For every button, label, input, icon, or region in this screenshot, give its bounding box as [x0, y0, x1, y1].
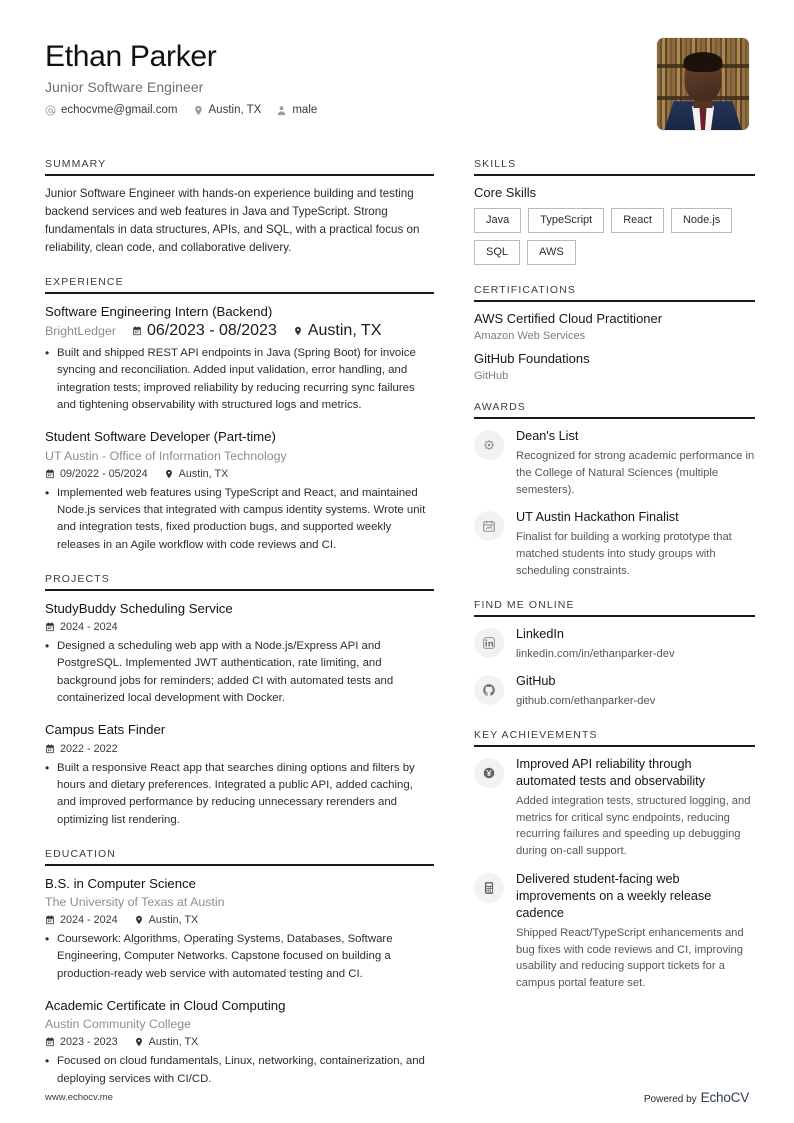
- contact-location-text: Austin, TX: [208, 104, 262, 116]
- experience-bullets: [45, 485, 434, 554]
- project-dates-text: 2022 - 2022: [60, 742, 118, 755]
- contact-gender: [276, 104, 317, 116]
- achievement-description: Added integration tests, structured logging, and metrics for critical sync endpoints, reducing recurring failures and speeding up debugging during on-call support.: [516, 794, 751, 858]
- award-item: [474, 428, 755, 498]
- certification-issuer: Amazon Web Services: [474, 330, 586, 343]
- achievement-description: Shipped React/TypeScript enhancements and bug fixes with code reviews and CI, improving usability and reducing support tickets for a campus portal feature set.: [516, 926, 744, 990]
- certification-item: [474, 351, 755, 382]
- section-title-find-me-online: FIND ME ONLINE: [474, 598, 575, 611]
- section-title-summary: SUMMARY: [45, 158, 107, 170]
- achievement-title: Improved API reliability through automated tests and observability: [516, 757, 706, 788]
- section-title-projects: PROJECTS: [45, 572, 110, 585]
- education-school: The University of Texas at Austin: [45, 895, 225, 910]
- experience-title: Software Engineering Intern (Backend): [45, 303, 273, 319]
- social-url[interactable]: linkedin.com/in/ethanparker-dev: [516, 647, 675, 660]
- project-meta: [45, 621, 434, 633]
- skill-chip: AWS: [527, 240, 576, 265]
- section-awards: [474, 401, 755, 580]
- section-find-me-online: [474, 599, 755, 710]
- social-link-item[interactable]: [474, 626, 755, 663]
- summary-text: Junior Software Engineer with hands-on experience building and testing backend services and web features in Java and TypeScript. Strong fundamentals in data structures, APIs, and SQL, with a practical focus on reliability, clean code, and collaborative delivery.: [45, 187, 420, 254]
- header-text-block: [45, 38, 317, 116]
- achievement-title: Delivered student-facing web improvements on a weekly release cadence: [516, 872, 712, 920]
- contact-gender-text: male: [292, 104, 318, 116]
- education-dates-text: 2023 - 2023: [60, 1036, 118, 1049]
- bullet-item: • Implemented web features using TypeScript and React, and maintained Node.js services that integrated with campus identity systems. Wrote unit and integration tests, fixed production bugs, and supported weekly releases in an Agile workflow with code reviews and CI.: [45, 485, 434, 554]
- section-certifications: [474, 284, 755, 382]
- coin-icon: [474, 758, 504, 788]
- award-description: Finalist for building a working prototype that matched students into study groups with scheduling constraints.: [516, 531, 732, 577]
- award-medal-icon: [474, 430, 504, 460]
- bullet-item: • Coursework: Algorithms, Operating Systems, Databases, Software Engineering, Computer Networks. Capstone focused on building a production-ready web service with automated testing and CI.: [45, 931, 434, 983]
- calendar-icon: [45, 622, 55, 632]
- project-dates: [45, 621, 118, 633]
- calendar-icon: [45, 469, 55, 479]
- project-bullets: [45, 638, 434, 707]
- right-column: [474, 158, 755, 1107]
- calendar-icon: [474, 511, 504, 541]
- section-divider: [45, 589, 434, 591]
- section-title-skills: SKILLS: [474, 158, 517, 170]
- experience-entry: [45, 428, 434, 554]
- calendar-icon: [45, 744, 55, 754]
- award-item: [474, 509, 755, 579]
- social-network-name: LinkedIn: [516, 626, 564, 641]
- section-projects: [45, 573, 434, 829]
- certification-name: AWS Certified Cloud Practitioner: [474, 311, 663, 327]
- contact-email-text: echocvme@gmail.com: [61, 104, 178, 116]
- contact-location: [193, 104, 262, 116]
- skills-chip-list: [474, 208, 755, 265]
- person-icon: [276, 105, 287, 116]
- skill-chip: Java: [474, 208, 521, 233]
- project-entry: [45, 600, 434, 707]
- section-title-awards: AWARDS: [474, 401, 526, 414]
- contact-email[interactable]: [45, 104, 178, 116]
- section-skills: [474, 158, 755, 265]
- section-title-key-achievements: KEY ACHIEVEMENTS: [474, 729, 598, 742]
- award-body: [516, 428, 755, 498]
- location-pin-icon: [134, 915, 144, 925]
- left-column: [45, 158, 434, 1107]
- education-location-text: Austin, TX: [148, 1036, 199, 1049]
- education-degree: Academic Certificate in Cloud Computing: [45, 998, 286, 1014]
- experience-location-text: Austin, TX: [178, 467, 229, 480]
- email-at-icon: [45, 105, 56, 116]
- section-divider: [45, 292, 434, 294]
- skill-chip: Node.js: [671, 208, 732, 233]
- experience-meta: [45, 322, 434, 340]
- section-title-certifications: CERTIFICATIONS: [474, 284, 576, 297]
- section-education: [45, 848, 434, 1088]
- section-divider: [45, 174, 434, 176]
- powered-by-label: Powered by: [643, 1094, 697, 1105]
- footer-website[interactable]: www.echocv.me: [45, 1092, 113, 1103]
- calendar-icon: [45, 915, 55, 925]
- project-entry: [45, 721, 434, 828]
- calendar-icon: [132, 326, 142, 336]
- education-dates: [45, 914, 118, 926]
- education-entry: [45, 875, 434, 983]
- experience-dates-text: 06/2023 - 08/2023: [146, 322, 277, 340]
- section-divider: [474, 300, 755, 302]
- location-pin-icon: [193, 105, 204, 116]
- experience-location: [164, 468, 229, 480]
- social-url[interactable]: github.com/ethanparker-dev: [516, 695, 656, 708]
- experience-location-text: Austin, TX: [307, 322, 382, 340]
- skill-chip: TypeScript: [528, 208, 604, 233]
- education-school: Austin Community College: [45, 1017, 191, 1032]
- skill-chip: SQL: [474, 240, 520, 265]
- education-location-text: Austin, TX: [148, 914, 199, 927]
- bullet-item: • Focused on cloud fundamentals, Linux, networking, containerization, and deploying services with CI/CD.: [45, 1053, 434, 1088]
- github-icon: [474, 675, 504, 705]
- project-dates: [45, 743, 118, 755]
- education-meta: [45, 914, 434, 926]
- experience-organization: UT Austin - Office of Information Technology: [45, 448, 287, 463]
- experience-dates: [45, 468, 148, 480]
- social-link-body: [516, 626, 755, 663]
- certification-issuer: GitHub: [474, 370, 509, 383]
- experience-dates-text: 09/2022 - 05/2024: [60, 467, 148, 480]
- echocv-logo: EchoCV: [700, 1090, 749, 1105]
- education-meta: [45, 1036, 434, 1048]
- achievement-item: [474, 756, 755, 860]
- candidate-job-title: Junior Software Engineer: [45, 79, 204, 95]
- resume-header: [45, 38, 749, 130]
- section-divider: [474, 174, 755, 176]
- certification-name: GitHub Foundations: [474, 351, 590, 367]
- social-link-item[interactable]: [474, 673, 755, 710]
- location-pin-icon: [134, 1037, 144, 1047]
- project-title: Campus Eats Finder: [45, 722, 166, 738]
- bullet-item: • Built and shipped REST API endpoints in Java (Spring Boot) for invoice syncing and reconciliation. Added input validation, error handling, and integration tests; improved reliability by reducing recurring sync failures and tightening observability with structured logs and metrics.: [45, 345, 434, 414]
- bullet-item: • Built a responsive React app that searches dining options and filters by hours and dietary preferences. Integrated a public API, added caching, and improved performance by reducing unnecessary rerenders and optimizing list rendering.: [45, 760, 434, 829]
- experience-title: Student Software Developer (Part-time): [45, 429, 276, 445]
- project-dates-text: 2024 - 2024: [60, 621, 118, 634]
- certification-item: [474, 311, 755, 342]
- award-description: Recognized for strong academic performance in the College of Natural Sciences (multiple semesters).: [516, 450, 755, 496]
- section-title-education: EDUCATION: [45, 847, 116, 860]
- skill-chip: React: [611, 208, 664, 233]
- education-location: [134, 1036, 199, 1048]
- social-link-body: [516, 673, 755, 710]
- calculator-icon: [474, 873, 504, 903]
- resume-footer: [45, 1090, 749, 1105]
- education-location: [134, 914, 199, 926]
- award-body: [516, 509, 755, 579]
- linkedin-icon: [474, 628, 504, 658]
- education-dates: [45, 1036, 118, 1048]
- project-title: StudyBuddy Scheduling Service: [45, 600, 233, 616]
- section-divider: [45, 864, 434, 866]
- experience-location: [293, 322, 382, 340]
- candidate-name: Ethan Parker: [45, 40, 217, 73]
- footer-branding: [644, 1090, 749, 1105]
- experience-dates: [132, 322, 277, 340]
- section-divider: [474, 615, 755, 617]
- section-key-achievements: [474, 729, 755, 992]
- experience-organization: BrightLedger: [45, 323, 116, 338]
- education-bullets: [45, 931, 434, 983]
- experience-meta: [45, 468, 434, 480]
- location-pin-icon: [164, 469, 174, 479]
- section-title-experience: EXPERIENCE: [45, 275, 124, 288]
- experience-entry: [45, 303, 434, 414]
- location-pin-icon: [293, 326, 303, 336]
- social-network-name: GitHub: [516, 674, 556, 689]
- education-bullets: [45, 1053, 434, 1088]
- experience-bullets: [45, 345, 434, 414]
- photo-hair: [684, 52, 723, 72]
- section-summary: [45, 158, 434, 257]
- education-dates-text: 2024 - 2024: [60, 914, 118, 927]
- award-title: Dean's List: [516, 429, 579, 444]
- bullet-item: • Designed a scheduling web app with a Node.js/Express API and PostgreSQL. Implemented JWT authentication, rate limiting, and background jobs for reminders; added CI with automated tests and containerized local development with Docker.: [45, 638, 434, 707]
- resume-columns: [45, 158, 755, 1107]
- education-entry: [45, 997, 434, 1088]
- achievement-body: [516, 756, 755, 860]
- award-title: UT Austin Hackathon Finalist: [516, 510, 679, 525]
- project-bullets: [45, 760, 434, 829]
- achievement-item: [474, 871, 755, 992]
- skills-group-name: Core Skills: [474, 185, 537, 200]
- candidate-photo: [657, 38, 749, 130]
- section-divider: [474, 417, 755, 419]
- education-degree: B.S. in Computer Science: [45, 875, 196, 891]
- achievement-body: [516, 871, 755, 992]
- project-meta: [45, 743, 434, 755]
- contact-row: [45, 104, 317, 116]
- section-experience: [45, 276, 434, 554]
- section-divider: [474, 745, 755, 747]
- calendar-icon: [45, 1037, 55, 1047]
